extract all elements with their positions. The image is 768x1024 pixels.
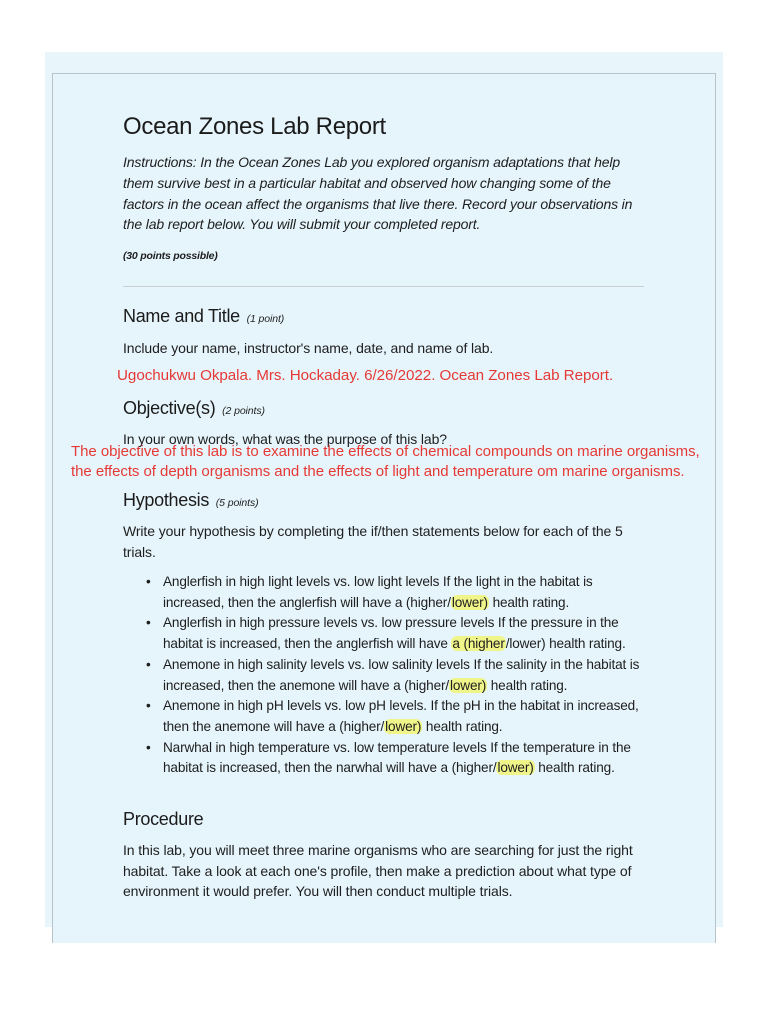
highlight: a (higher bbox=[452, 636, 505, 652]
procedure-heading: Procedure bbox=[123, 809, 204, 829]
name-title-answer[interactable]: Ugochukwu Okpala. Mrs. Hockaday. 6/26/2022. Ocean Zones Lab Report. bbox=[117, 367, 614, 384]
name-title-heading-label: Name and Title bbox=[123, 306, 240, 326]
objective-answer[interactable]: The objective of this lab is to examine the effects of chemical compounds on marine organisms, the effects of depth organisms and the effects of light and temperature om marine organisms. bbox=[71, 443, 700, 480]
highlight: lower) bbox=[450, 677, 487, 693]
objective-points: (2 points) bbox=[222, 405, 265, 417]
hypothesis-prompt: Write your hypothesis by completing the if/then statements below for each of the 5 trials. bbox=[123, 523, 623, 560]
highlight: lower) bbox=[385, 718, 422, 734]
bullet-icon: • bbox=[146, 656, 151, 672]
name-title-prompt: Include your name, instructor's name, date, and name of lab. bbox=[123, 340, 494, 356]
list-item: • Anemone in high salinity levels vs. low salinity levels If the salinity in the habitat is increased, then the anemone will have a (higher/lower) health rating. bbox=[146, 656, 640, 693]
highlight: lower) bbox=[451, 594, 488, 610]
procedure-text: In this lab, you will meet three marine organisms who are searching for just the right habitat. Take a look at each one's profile, then make a prediction about what type of environment it would prefer. You will then conduct multiple trials. bbox=[123, 842, 633, 900]
name-title-heading bbox=[123, 306, 284, 327]
hypothesis-heading bbox=[123, 490, 259, 511]
bullet-icon: • bbox=[146, 739, 151, 755]
objective-prompt: In your own words, what was the purpose of this lab? bbox=[123, 431, 447, 447]
bullet-icon: • bbox=[146, 615, 151, 631]
hypothesis-heading-label: Hypothesis bbox=[123, 490, 210, 510]
page-title: Ocean Zones Lab Report bbox=[123, 113, 386, 140]
hypothesis-points: (5 points) bbox=[215, 497, 259, 509]
highlight: lower) bbox=[497, 760, 534, 776]
name-title-points: (1 point) bbox=[246, 313, 285, 325]
list-item: • Narwhal in high temperature vs. low temperature levels If the temperature in the habitat is increased, then the narwhal will have a (higher/lower) health rating. bbox=[146, 739, 631, 776]
list-item: • Anglerfish in high pressure levels vs. low pressure levels If the pressure in the habitat is increased, then the anglerfish will have a (higher/lower) health rating. bbox=[146, 615, 626, 652]
objective-heading bbox=[123, 398, 265, 419]
bullet-icon: • bbox=[146, 574, 151, 589]
bullet-icon: • bbox=[146, 698, 151, 714]
list-item: • Anemone in high pH levels vs. low pH levels. If the pH in the habitat in increased, then the anemone will have a (higher/lower) health rating. bbox=[146, 698, 639, 734]
list-item: • Anglerfish in high light levels vs. low light levels If the light in the habitat is increased, then the anglerfish will have a (higher/lower) health rating. bbox=[146, 574, 593, 610]
divider bbox=[123, 286, 644, 287]
points-possible: (30 points possible) bbox=[123, 250, 218, 262]
hypothesis-list bbox=[123, 572, 653, 779]
objective-heading-label: Objective(s) bbox=[123, 398, 216, 418]
instructions-text: Instructions: In the Ocean Zones Lab you explored organism adaptations that help them survive best in a particular habitat and observed how changing some of the factors in the ocean affect the organisms that live there. Record your observations in the lab report below. You will submit your completed report. bbox=[123, 154, 633, 233]
